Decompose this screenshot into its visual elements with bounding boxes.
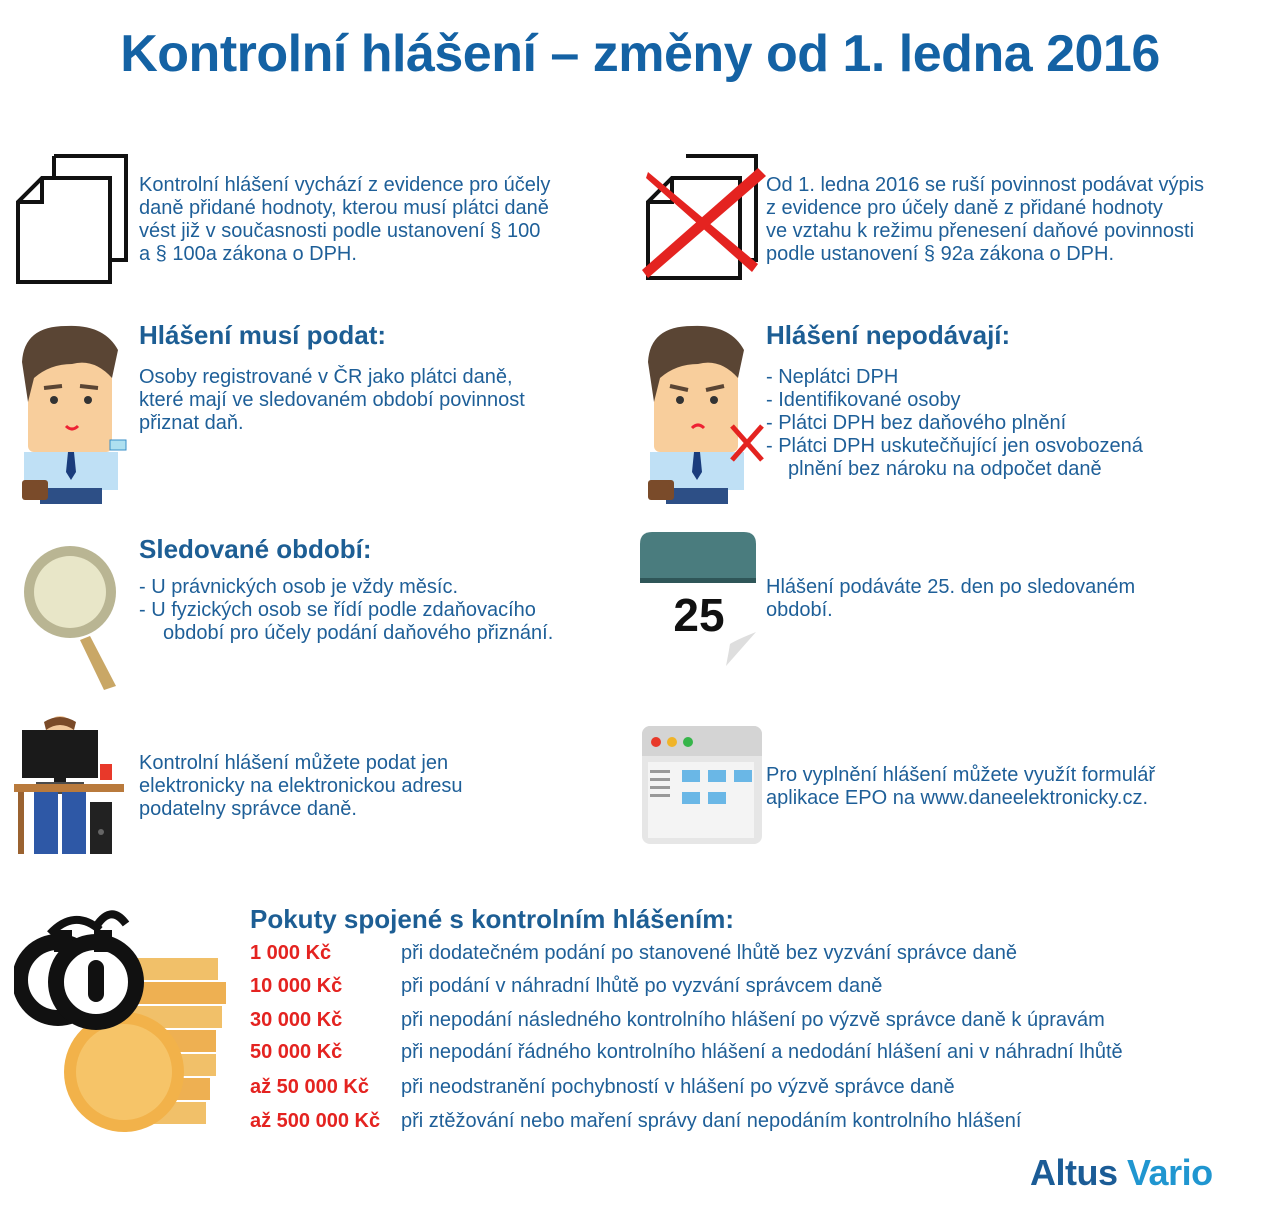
fine-description: při nepodání řádného kontrolního hlášení a nedodání hlášení ani v náhradní lhůtě: [401, 1041, 1123, 1063]
list-item: období pro účely podání daňového přiznání.: [163, 622, 554, 644]
fine-amount: 30 000 Kč: [250, 1009, 343, 1031]
crossed-documents-icon: [640, 154, 770, 286]
logo-word-altus: Altus: [1030, 1152, 1118, 1193]
abolished-text: Od 1. ledna 2016 se ruší povinnost podávat výpis z evidence pro účely daně z přidané hodnoty ve vztahu k režimu přenesení daňové povinnosti podle ustanovení § 92a zákona o DPH.: [766, 174, 1205, 265]
list-item: - U fyzických osob se řídí podle zdaňovacího: [139, 599, 536, 621]
not-submit-heading: Hlášení nepodávají:: [766, 320, 1011, 350]
fine-row: [250, 975, 1260, 1007]
list-item: - Identifikované osoby: [766, 389, 961, 411]
altus-vario-logo: [1030, 1152, 1213, 1194]
fine-row: [250, 1009, 1260, 1041]
page-title: Kontrolní hlášení – změny od 1. ledna 2016: [120, 25, 1160, 83]
must-submit-heading: Hlášení musí podat:: [139, 320, 387, 350]
fines-heading: Pokuty spojené s kontrolním hlášením:: [250, 904, 734, 934]
businessman-refusing-icon: [640, 322, 766, 506]
handcuffs-coins-icon: [14, 900, 230, 1136]
fine-amount: 1 000 Kč: [250, 942, 332, 964]
list-item: plnění bez nároku na odpočet daně: [788, 458, 1102, 480]
fine-description: při dodatečném podání po stanovené lhůtě bez vyzvání správce daně: [401, 942, 1017, 964]
fine-amount: až 50 000 Kč: [250, 1076, 369, 1098]
evidence-text: Kontrolní hlášení vychází z evidence pro účely daně přidané hodnoty, kterou musí plátci daně vést již v současnosti podle ustanovení § 100 a § 100a zákona o DPH.: [139, 174, 551, 265]
deadline-text: Hlášení podáváte 25. den po sledovaném období.: [766, 576, 1136, 621]
businessman-icon: [14, 322, 130, 506]
fine-row: [250, 1110, 1260, 1142]
fine-description: při nepodání následného kontrolního hlášení po výzvě správce daně k úpravám: [401, 1009, 1105, 1031]
fine-description: při neodstranění pochybností v hlášení po výzvě správce daně: [401, 1076, 955, 1098]
browser-form-icon: [642, 726, 762, 844]
fine-amount: 50 000 Kč: [250, 1041, 343, 1063]
list-item: - Plátci DPH bez daňového plnění: [766, 412, 1067, 434]
must-submit-text: Osoby registrované v ČR jako plátci daně, které mají ve sledovaném období povinnost přiznat daň.: [139, 366, 525, 434]
list-item: - U právnických osob je vždy měsíc.: [139, 576, 458, 598]
fine-row: [250, 1041, 1260, 1073]
electronic-text: Kontrolní hlášení můžete podat jen elektronicky na elektronickou adresu podatelny správce daně.: [139, 752, 463, 820]
fine-amount: 10 000 Kč: [250, 975, 343, 997]
period-list: [139, 576, 619, 645]
logo-word-vario: Vario: [1127, 1152, 1213, 1193]
fine-description: při podání v náhradní lhůtě po vyzvání správcem daně: [401, 975, 883, 997]
fine-row: [250, 942, 1260, 974]
fine-amount: až 500 000 Kč: [250, 1110, 381, 1132]
fine-description: při ztěžování nebo maření správy daní nepodáním kontrolního hlášení: [401, 1110, 1022, 1132]
computer-worker-icon: [14, 712, 124, 858]
epo-text: Pro vyplnění hlášení můžete využít formulář aplikace EPO na www.daneelektronicky.cz.: [766, 764, 1156, 809]
calendar-day: 25: [673, 589, 725, 641]
not-submit-list: [766, 366, 1246, 481]
documents-icon: [14, 154, 130, 286]
magnifier-icon: [24, 540, 134, 692]
period-heading: Sledované období:: [139, 534, 372, 564]
fine-row: [250, 1076, 1260, 1108]
list-item: - Neplátci DPH: [766, 366, 899, 388]
list-item: - Plátci DPH uskutečňující jen osvobozená: [766, 435, 1143, 457]
